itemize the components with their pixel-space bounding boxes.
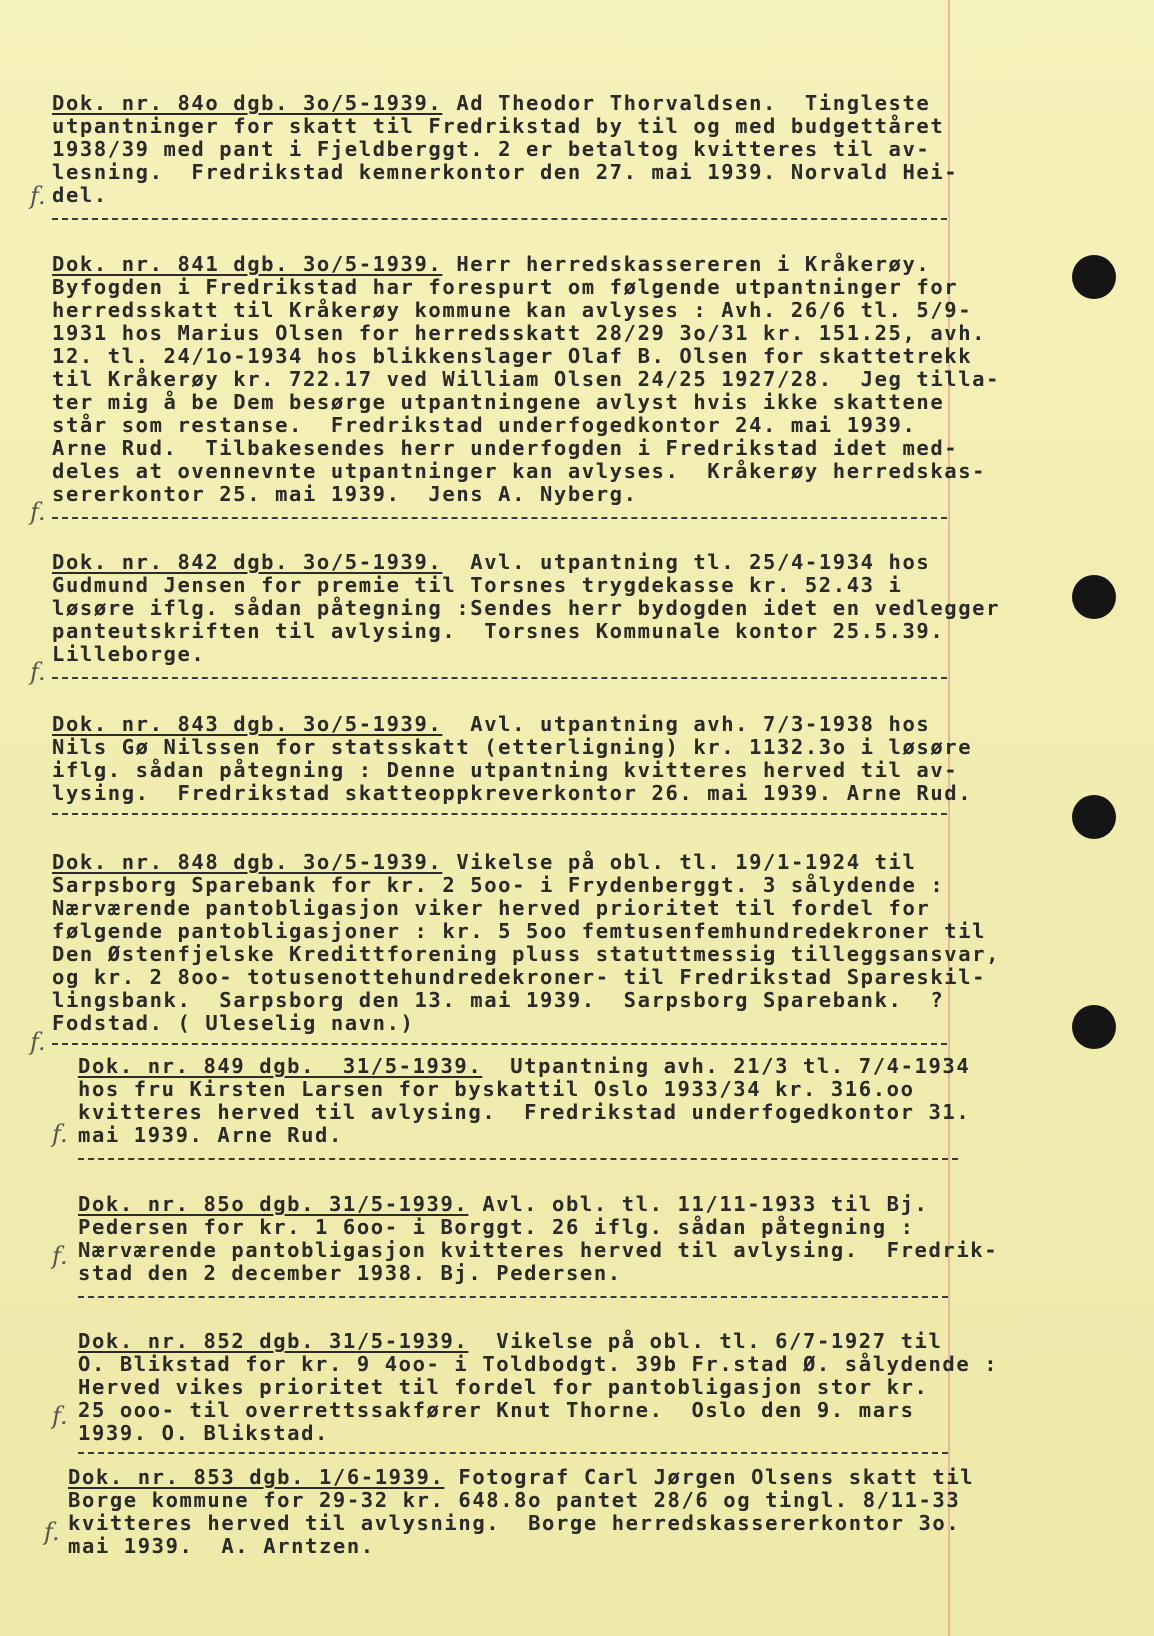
entry-text: Fotograf Carl Jørgen Olsens skatt til	[444, 1465, 975, 1489]
entry-heading: Dok. nr. 852 dgb. 31/5-1939.	[78, 1329, 469, 1353]
entry-first-line	[52, 851, 916, 874]
margin-mark: f.	[44, 1518, 60, 1546]
entry-text: Avl. utpantning avh. 7/3-1938 hos	[442, 712, 931, 736]
punch-hole	[1072, 255, 1116, 299]
entry-first-line	[52, 713, 930, 736]
entry-line: lingsbank. Sarpsborg den 13. mai 1939. Sarpsborg Sparebank. ?	[52, 988, 945, 1012]
separator-line	[78, 1158, 958, 1160]
entry-line: hos fru Kirsten Larsen for byskattil Oslo 1933/34 kr. 316.oo	[78, 1077, 915, 1101]
entry-first-line	[52, 551, 930, 574]
separator-line	[78, 1296, 948, 1298]
entry-line: herredsskatt til Kråkerøy kommune kan avlyses : Avh. 26/6 tl. 5/9-	[52, 298, 973, 322]
margin-rule	[948, 0, 950, 1636]
entry-line: Byfogden i Fredrikstad har forespurt om følgende utpantninger for	[52, 275, 959, 299]
entry-heading: Dok. nr. 843 dgb. 3o/5-1939.	[52, 712, 443, 736]
entry-line: 1939. O. Blikstad.	[78, 1421, 329, 1445]
margin-mark: f.	[30, 1028, 46, 1056]
entry-first-line	[68, 1466, 974, 1489]
entry-line: 1931 hos Marius Olsen for herredsskatt 28/29 3o/31 kr. 151.25, avh.	[52, 321, 987, 345]
entry-line: Gudmund Jensen for premie til Torsnes trygdekasse kr. 52.43 i	[52, 573, 903, 597]
entry-line: Fodstad. ( Uleselig navn.)	[52, 1011, 415, 1035]
entry-heading: Dok. nr. 84o dgb. 3o/5-1939.	[52, 91, 443, 115]
separator-line	[52, 1043, 947, 1045]
entry-line: mai 1939. Arne Rud.	[78, 1123, 343, 1147]
entry-line: 1938/39 med pant i Fjeldberggt. 2 er betaltog kvitteres til av-	[52, 137, 931, 161]
entry-line: sererkontor 25. mai 1939. Jens A. Nyberg.	[52, 482, 638, 506]
entry-line: utpantninger for skatt til Fredrikstad by til og med budgettåret	[52, 114, 945, 138]
entry-line: lysing. Fredrikstad skatteoppkreverkontor 26. mai 1939. Arne Rud.	[52, 781, 973, 805]
entry-line: og kr. 2 8oo- totusenottehundredekroner- til Fredrikstad Spareskil-	[52, 965, 987, 989]
entry-line: Borge kommune for 29-32 kr. 648.8o pantet 28/6 og tingl. 8/11-33	[68, 1488, 961, 1512]
punch-hole	[1072, 795, 1116, 839]
entry-text: Ad Theodor Thorvaldsen. Tingleste	[442, 91, 931, 115]
entry-first-line	[78, 1330, 942, 1353]
separator-line	[52, 218, 947, 220]
entry-text: Vikelse på obl. tl. 19/1-1924 til	[442, 850, 917, 874]
entry-heading: Dok. nr. 849 dgb. 31/5-1939.	[78, 1054, 483, 1078]
entry-line: stad den 2 december 1938. Bj. Pedersen.	[78, 1261, 622, 1285]
entry-line: Arne Rud. Tilbakesendes herr underfogden i Fredrikstad idet med-	[52, 436, 959, 460]
punch-hole	[1072, 575, 1116, 619]
entry-heading: Dok. nr. 841 dgb. 3o/5-1939.	[52, 252, 443, 276]
separator-line	[78, 1452, 948, 1454]
entry-line: Lilleborge.	[52, 642, 206, 666]
entry-first-line	[78, 1193, 928, 1216]
margin-mark: f.	[52, 1242, 68, 1270]
entry-line: kvitteres herved til avlysing. Fredrikstad underfogedkontor 31.	[78, 1100, 971, 1124]
separator-line	[52, 677, 947, 679]
entry-line: deles at ovennevnte utpantninger kan avlyses. Kråkerøy herredskas-	[52, 459, 987, 483]
entry-line: Nærværende pantobligasjon viker herved prioritet til fordel for	[52, 896, 931, 920]
entry-line: til Kråkerøy kr. 722.17 ved William Olsen 24/25 1927/28. Jeg tilla-	[52, 367, 1001, 391]
entry-heading: Dok. nr. 85o dgb. 31/5-1939.	[78, 1192, 469, 1216]
entry-line: Nærværende pantobligasjon kvitteres herved til avlysing. Fredrik-	[78, 1238, 999, 1262]
entry-line: Den Østenfjelske Kredittforening pluss statuttmessig tilleggsansvar,	[52, 942, 1001, 966]
entry-text: Avl. utpantning tl. 25/4-1934 hos	[442, 550, 931, 574]
entry-heading: Dok. nr. 853 dgb. 1/6-1939.	[68, 1465, 445, 1489]
entry-line: står som restanse. Fredrikstad underfogedkontor 24. mai 1939.	[52, 413, 917, 437]
margin-mark: f.	[30, 658, 46, 686]
margin-mark: f.	[30, 498, 46, 526]
entry-line: O. Blikstad for kr. 9 4oo- i Toldbodgt. 39b Fr.stad Ø. sålydende :	[78, 1352, 999, 1376]
margin-mark: f.	[52, 1120, 68, 1148]
separator-line	[52, 517, 947, 519]
entry-line: iflg. sådan påtegning : Denne utpantning kvitteres herved til av-	[52, 758, 959, 782]
separator-line	[52, 813, 947, 815]
entry-line: mai 1939. A. Arntzen.	[68, 1534, 375, 1558]
entry-line: Herved vikes prioritet til fordel for pantobligasjon stor kr.	[78, 1375, 929, 1399]
entry-first-line	[78, 1055, 970, 1078]
entry-first-line	[52, 92, 930, 115]
entry-line: kvitteres herved til avlysning. Borge herredskassererkontor 3o.	[68, 1511, 961, 1535]
margin-mark: f.	[52, 1402, 68, 1430]
entry-line: panteutskriften til avlysing. Torsnes Kommunale kontor 25.5.39.	[52, 619, 945, 643]
entry-line: lesning. Fredrikstad kemnerkontor den 27. mai 1939. Norvald Hei-	[52, 160, 959, 184]
entry-heading: Dok. nr. 848 dgb. 3o/5-1939.	[52, 850, 443, 874]
entry-line: 25 ooo- til overrettssakfører Knut Thorne. Oslo den 9. mars	[78, 1398, 915, 1422]
entry-line: løsøre iflg. sådan påtegning :Sendes herr bydogden idet en vedlegger	[52, 596, 1001, 620]
entry-line: Pedersen for kr. 1 6oo- i Borggt. 26 iflg. sådan påtegning :	[78, 1215, 915, 1239]
entry-line: del.	[52, 183, 108, 207]
entry-line: Sarpsborg Sparebank for kr. 2 5oo- i Frydenberggt. 3 sålydende :	[52, 873, 945, 897]
margin-mark: f.	[30, 182, 46, 210]
entry-text: Vikelse på obl. tl. 6/7-1927 til	[468, 1329, 943, 1353]
entry-line: 12. tl. 24/1o-1934 hos blikkenslager Olaf B. Olsen for skattetrekk	[52, 344, 973, 368]
entry-text: Utpantning avh. 21/3 tl. 7/4-1934	[482, 1054, 971, 1078]
entry-line: ter mig å be Dem besørge utpantningene avlyst hvis ikke skattene	[52, 390, 945, 414]
entry-text: Herr herredskassereren i Kråkerøy.	[442, 252, 931, 276]
entry-heading: Dok. nr. 842 dgb. 3o/5-1939.	[52, 550, 443, 574]
entry-text: Avl. obl. tl. 11/11-1933 til Bj.	[468, 1192, 929, 1216]
punch-hole	[1072, 1005, 1116, 1049]
entry-line: Nils Gø Nilssen for statsskatt (etterligning) kr. 1132.3o i løsøre	[52, 735, 973, 759]
entry-first-line	[52, 253, 930, 276]
entry-line: følgende pantobligasjoner : kr. 5 5oo femtusenfemhundredekroner til	[52, 919, 987, 943]
